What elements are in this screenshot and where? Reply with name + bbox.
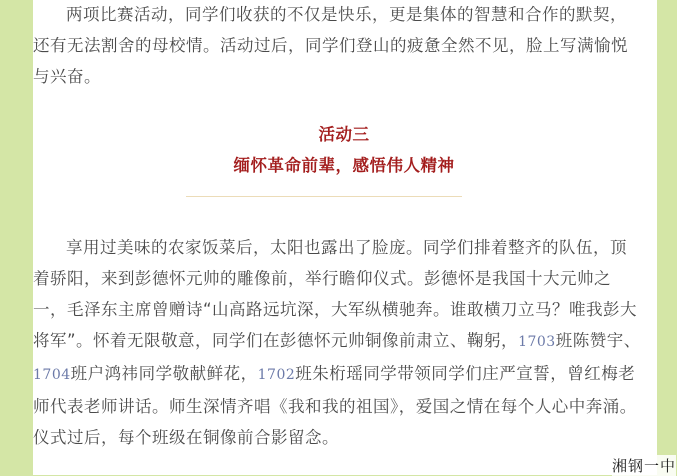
paragraph-memorial-ceremony [33,232,641,453]
class-number: 1704 [33,367,71,383]
section-divider [186,196,462,197]
text-segment: 班朱桁瑶同学带领同学们庄严宣誓，曾红梅老师代表老师讲话。师生深情齐唱《我和我的祖国》，爱国之情在每个人心中奔涌。仪式过后，每个班级在铜像前合影留念。 [33,364,637,447]
text-segment: 班户鸿祎同学敬献鲜花， [70,364,258,383]
article-content [33,0,657,475]
text-segment: 享用过美味的农家饭菜后，太阳也露出了脸庞。同学们排着整齐的队伍，顶着骄阳，来到彭德怀元帅的雕像前，举行瞻仰仪式。彭德怀是我国十大元帅之一，毛泽东主席曾赠诗“山高路远坑深，大军纵横驰奔。谁敢横刀立马？唯我彭大将军”。怀着无限敬意，同学们在彭德怀元帅铜像前肃立、鞠躬， [33,238,638,350]
watermark: 湘钢一中 [612,457,677,475]
section-title: 缅怀革命前辈，感悟伟人精神 [233,156,455,175]
class-number: 1702 [257,367,296,383]
class-number: 1703 [518,334,556,350]
section-label: 活动三 [318,125,370,144]
text-segment: 班陈赞宇、 [555,331,641,350]
paragraph-competition-summary: 两项比赛活动，同学们收获的不仅是快乐，更是集体的智慧和合作的默契，还有无法割舍的母校情。活动过后，同学们登山的疲惫全然不见，脸上写满愉悦与兴奋。 [33,5,628,86]
